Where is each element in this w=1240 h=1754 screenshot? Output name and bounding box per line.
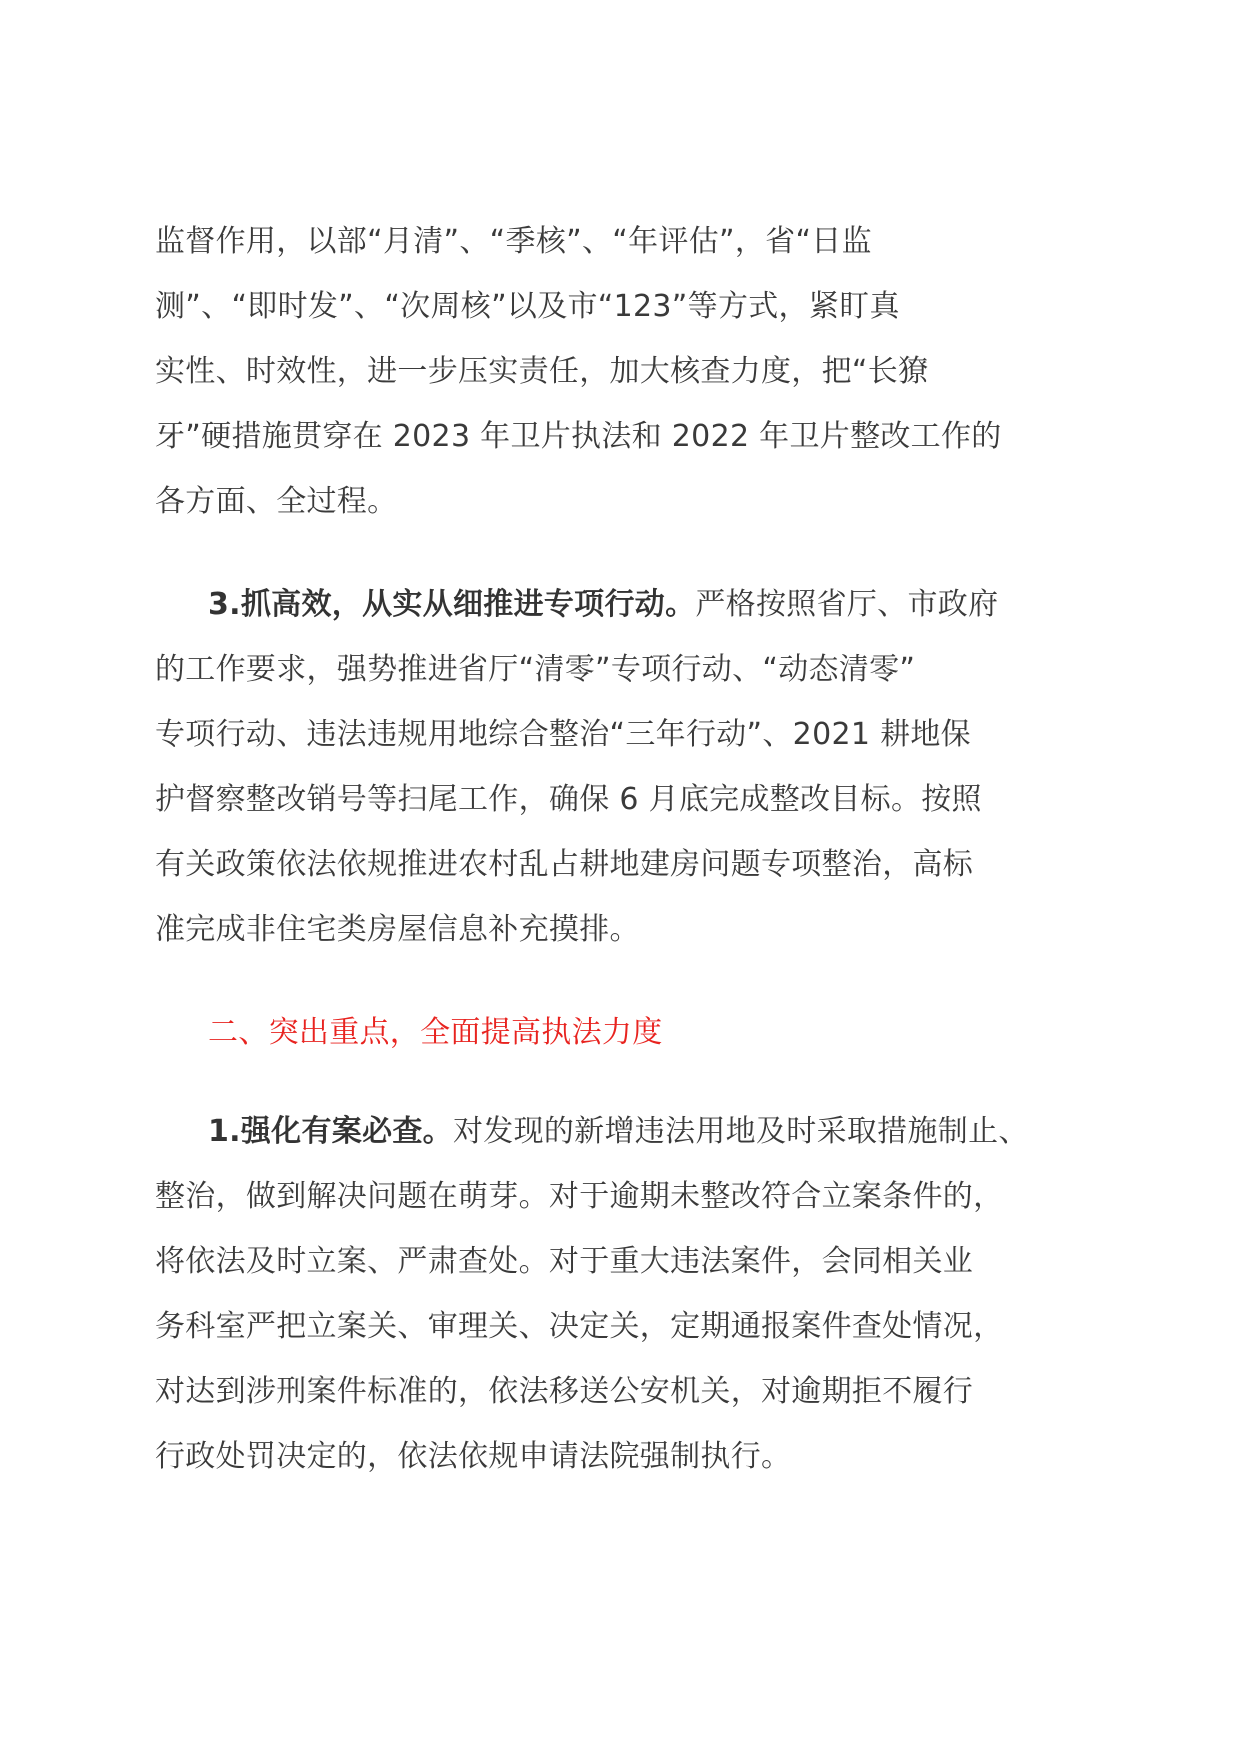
paragraph-1-line-5: 各方面、全过程。 [155,484,398,519]
paragraph-3-line-5: 对达到涉刑案件标准的，依法移送公安机关，对逾期拒不履行 [155,1374,974,1409]
paragraph-3-line-3: 将依法及时立案、严肃查处。对于重大违法案件，会同相关业 [155,1244,974,1279]
paragraph-3-line-2: 整治，做到解决问题在萌芽。对于逾期未整改符合立案条件的， [155,1179,1004,1214]
paragraph-3-heading: 1.强化有案必查。 [208,1114,453,1149]
paragraph-1-line-1: 监督作用，以部“月清”、“季核”、“年评估”，省“日监 [155,224,872,259]
paragraph-2-line-1 [208,585,998,625]
paragraph-2-line-2: 的工作要求，强势推进省厅“清零”专项行动、“动态清零” [155,652,916,687]
paragraph-2-first-line-rest: 严格按照省厅、市政府 [695,587,999,622]
paragraph-2-line-5: 有关政策依法依规推进农村乱占耕地建房问题专项整治，高标 [155,847,974,882]
paragraph-2-line-4: 护督察整改销号等扫尾工作，确保 6 月底完成整改目标。按照 [155,782,982,817]
paragraph-2-heading: 3.抓高效，从实从细推进专项行动。 [208,587,696,622]
section-heading: 二、突出重点，全面提高执法力度 [208,1015,663,1050]
paragraph-2-line-6: 准完成非住宅类房屋信息补充摸排。 [155,912,640,947]
paragraph-1-line-3: 实性、时效性，进一步压实责任，加大核查力度，把“长獠 [155,354,929,389]
paragraph-1-line-2: 测”、“即时发”、“次周核”以及市“123”等方式，紧盯真 [155,289,900,324]
paragraph-1-line-4: 牙”硬措施贯穿在 2023 年卫片执法和 2022 年卫片整改工作的 [155,419,1002,454]
paragraph-2-line-3: 专项行动、违法违规用地综合整治“三年行动”、2021 耕地保 [155,717,971,752]
paragraph-3-line-4: 务科室严把立案关、审理关、决定关，定期通报案件查处情况， [155,1309,1004,1344]
paragraph-3-line-6: 行政处罚决定的，依法依规申请法院强制执行。 [155,1439,792,1474]
paragraph-3-line-1 [208,1112,1029,1152]
paragraph-3-first-line-rest: 对发现的新增违法用地及时采取措施制止、 [452,1114,1029,1149]
